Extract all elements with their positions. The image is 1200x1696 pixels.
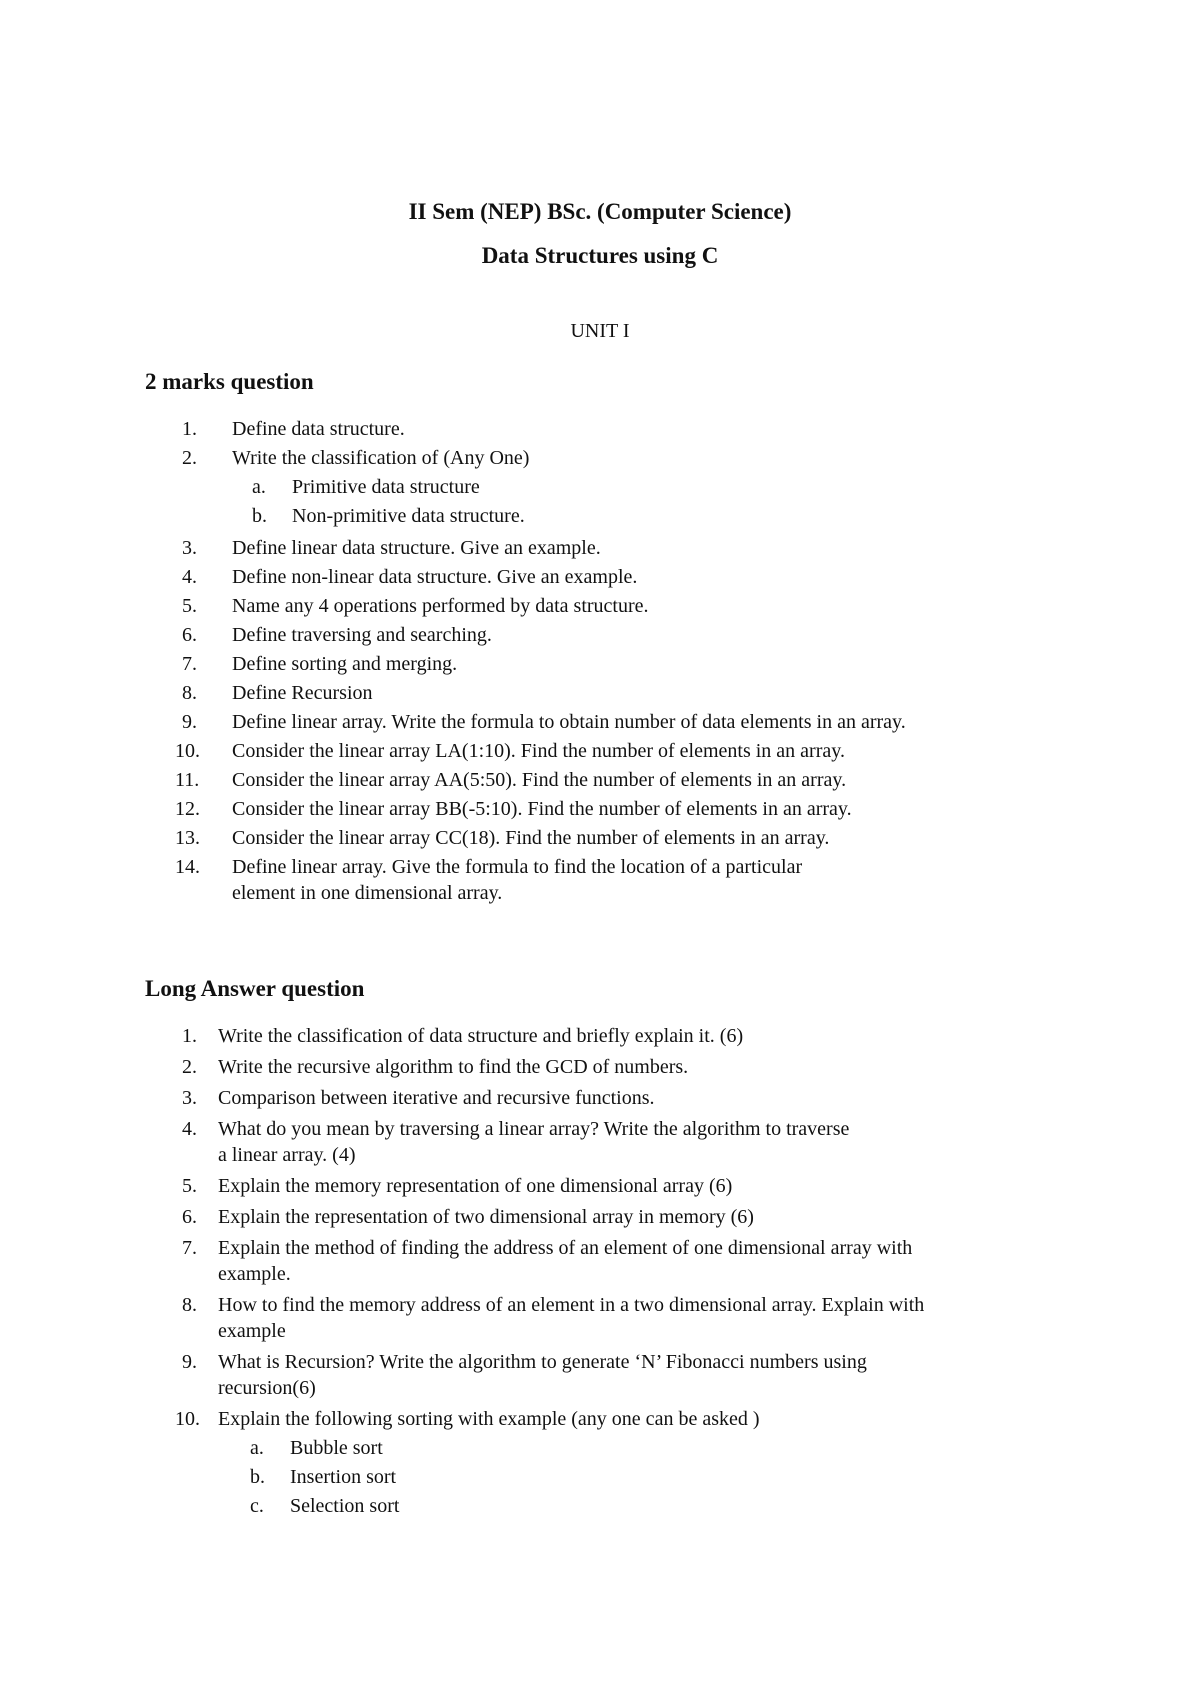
sub-list-item (218, 1434, 1155, 1463)
sub-item-letter: c. (250, 1495, 264, 1517)
question-text: Write the recursive algorithm to find the GCD of numbers. (218, 1056, 689, 1078)
document-title: II Sem (NEP) BSc. (Computer Science) (408, 199, 792, 224)
question-number: 8. (182, 1294, 197, 1316)
question-number: 3. (182, 1087, 197, 1109)
list-item (175, 416, 1155, 442)
question-text: Name any 4 operations performed by data structure. (232, 595, 649, 617)
long-question-list (175, 1023, 1155, 1526)
question-number: 9. (182, 711, 197, 733)
list-item (175, 535, 1155, 561)
long-questions-heading: Long Answer question (145, 976, 365, 1001)
question-text: Consider the linear array AA(5:50). Find the number of elements in an array. (232, 769, 847, 791)
question-text: Comparison between iterative and recursive functions. (218, 1087, 655, 1109)
question-number: 2. (182, 447, 197, 469)
list-item (175, 680, 1155, 706)
list-item (175, 1023, 1155, 1049)
question-text-continued: recursion(6) (218, 1377, 316, 1399)
question-text: Explain the method of finding the address of an element of one dimensional array with (218, 1237, 913, 1259)
document-subtitle: Data Structures using C (481, 243, 719, 268)
question-text: Consider the linear array CC(18). Find the number of elements in an array. (232, 827, 830, 849)
list-item (175, 738, 1155, 764)
sub-item-text: Primitive data structure (292, 476, 480, 498)
question-text: Write the classification of data structure and briefly explain it. (6) (218, 1025, 744, 1047)
list-item (175, 796, 1155, 822)
question-text: Explain the memory representation of one dimensional array (6) (218, 1175, 733, 1197)
list-item (175, 1349, 1155, 1401)
question-number: 5. (182, 595, 197, 617)
question-text: Define non-linear data structure. Give an example. (232, 566, 638, 588)
question-number: 6. (182, 624, 197, 646)
list-item (175, 1204, 1155, 1230)
sub-item-letter: b. (250, 1466, 265, 1488)
list-item (175, 622, 1155, 648)
short-questions-heading: 2 marks question (145, 369, 314, 394)
question-number: 1. (182, 1025, 197, 1047)
question-text-continued: example. (218, 1263, 291, 1285)
list-item (175, 1054, 1155, 1080)
question-number: 7. (182, 653, 197, 675)
question-text: What do you mean by traversing a linear array? Write the algorithm to traverse (218, 1118, 850, 1140)
question-text: Define linear array. Give the formula to find the location of a particular (232, 856, 803, 878)
question-number: 10. (175, 1408, 200, 1430)
question-text: Define Recursion (232, 682, 373, 704)
question-number: 4. (182, 1118, 197, 1140)
question-text: Define traversing and searching. (232, 624, 492, 646)
list-item (175, 651, 1155, 677)
short-question-list (175, 416, 1155, 909)
sub-item-text: Bubble sort (290, 1437, 383, 1459)
question-text-continued: a linear array. (4) (218, 1144, 356, 1166)
sub-list (218, 1434, 1155, 1521)
sub-list-item (232, 502, 1155, 531)
list-item (175, 445, 1155, 531)
sub-item-letter: b. (252, 505, 267, 527)
question-text: Define linear array. Write the formula to obtain number of data elements in an array. (232, 711, 906, 733)
list-item (175, 709, 1155, 735)
question-text-continued: example (218, 1320, 286, 1342)
question-number: 4. (182, 566, 197, 588)
question-number: 9. (182, 1351, 197, 1373)
question-number: 11. (175, 769, 200, 791)
question-text: Consider the linear array LA(1:10). Find the number of elements in an array. (232, 740, 845, 762)
question-text: Define linear data structure. Give an example. (232, 537, 601, 559)
sub-item-text: Non-primitive data structure. (292, 505, 525, 527)
list-item (175, 593, 1155, 619)
question-number: 6. (182, 1206, 197, 1228)
list-item (175, 1292, 1155, 1344)
question-number: 5. (182, 1175, 197, 1197)
question-text: How to find the memory address of an element in a two dimensional array. Explain with (218, 1294, 925, 1316)
question-number: 13. (175, 827, 200, 849)
list-item (175, 1406, 1155, 1521)
question-number: 2. (182, 1056, 197, 1078)
list-item (175, 564, 1155, 590)
question-number: 1. (182, 418, 197, 440)
sub-list-item (232, 473, 1155, 502)
sub-list-item (218, 1492, 1155, 1521)
list-item (175, 1173, 1155, 1199)
sub-item-letter: a. (252, 476, 266, 498)
sub-list-item (218, 1463, 1155, 1492)
question-text: What is Recursion? Write the algorithm to generate ‘N’ Fibonacci numbers using (218, 1351, 867, 1373)
question-number: 7. (182, 1237, 197, 1259)
question-number: 8. (182, 682, 197, 704)
question-number: 14. (175, 856, 200, 878)
question-text-continued: element in one dimensional array. (232, 882, 503, 904)
sub-list (232, 473, 1155, 531)
list-item (175, 854, 1155, 906)
list-item (175, 1235, 1155, 1287)
question-text: Consider the linear array BB(-5:10). Find the number of elements in an array. (232, 798, 852, 820)
question-text: Define data structure. (232, 418, 405, 440)
question-text: Write the classification of (Any One) (232, 447, 530, 469)
question-number: 12. (175, 798, 200, 820)
list-item (175, 825, 1155, 851)
question-text: Define sorting and merging. (232, 653, 458, 675)
question-text: Explain the following sorting with example (any one can be asked ) (218, 1408, 760, 1430)
sub-item-text: Insertion sort (290, 1466, 397, 1488)
question-number: 10. (175, 740, 200, 762)
question-text: Explain the representation of two dimensional array in memory (6) (218, 1206, 754, 1228)
unit-label: UNIT I (570, 320, 630, 342)
question-number: 3. (182, 537, 197, 559)
list-item (175, 767, 1155, 793)
list-item (175, 1116, 1155, 1168)
sub-item-text: Selection sort (290, 1495, 400, 1517)
list-item (175, 1085, 1155, 1111)
sub-item-letter: a. (250, 1437, 264, 1459)
